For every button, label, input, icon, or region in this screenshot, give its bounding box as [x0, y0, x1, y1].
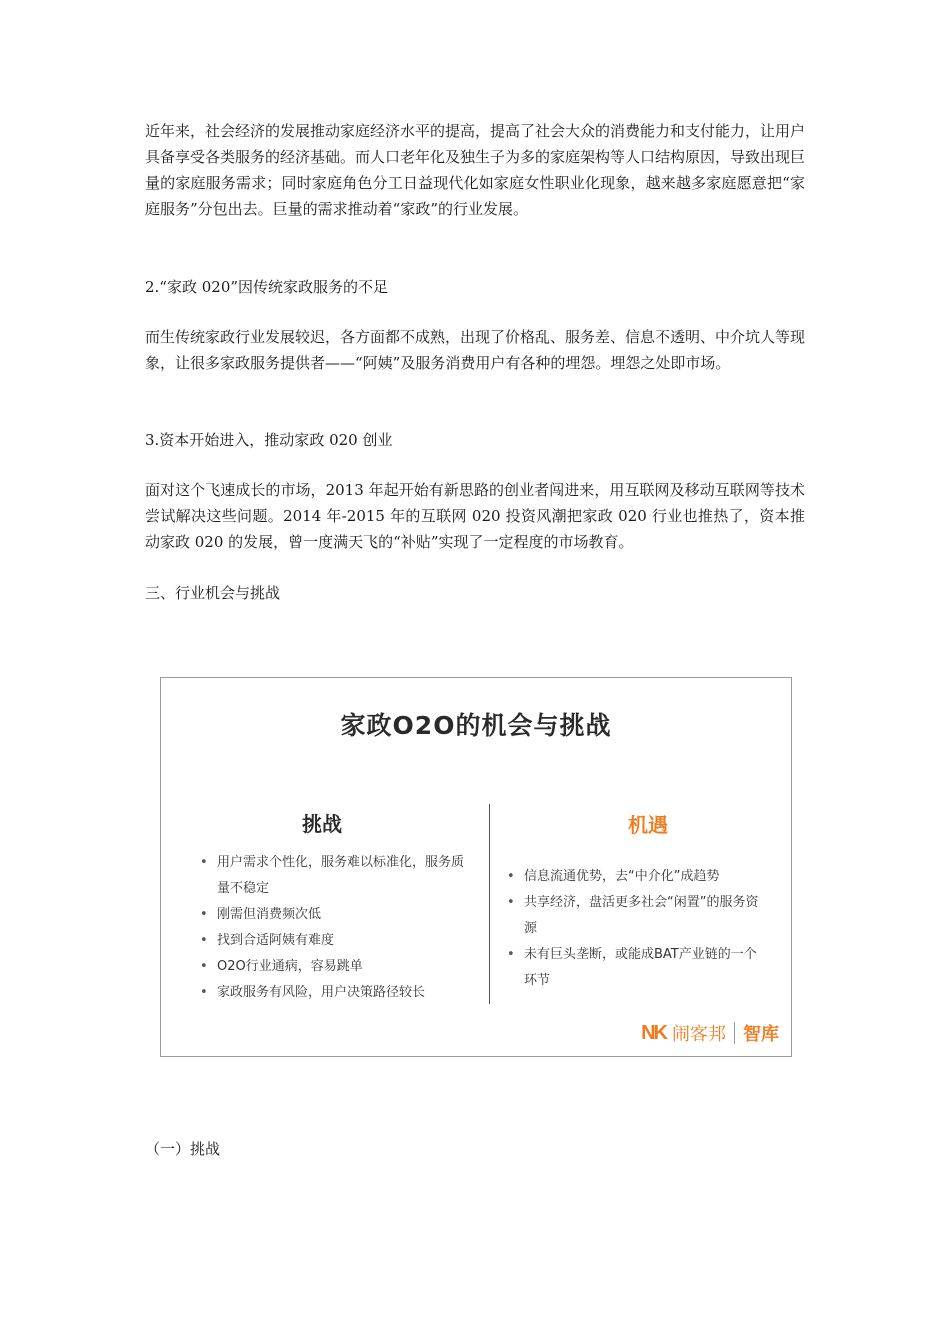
challenges-title: 挑战 — [302, 812, 342, 836]
paragraph-economic-background: 近年来，社会经济的发展推动家庭经济水平的提高，提高了社会大众的消费能力和支付能力，让用户具备享受各类服务的经济基础。而人口老年化及独生子为多的家庭架构等人口结构原因，导致出现巨量的家庭服务需求；同时家庭角色分工日益现代化如家庭女性职业化现象，越来越多家庭愿意把“家庭服务”分包出去。巨量的需求推动着“家政”的行业发展。 — [145, 122, 806, 218]
challenge-item: • O2O行业通病，容易跳单 — [200, 954, 475, 980]
challenge-item: • 家政服务有风险，用户决策路径较长 — [200, 980, 475, 1006]
opportunity-item: • 未有巨头垄断，或能成BAT产业链的一个环节 — [507, 942, 769, 994]
opportunity-item: • 信息流通优势，去“中介化”成趋势 — [507, 864, 769, 890]
figure-title: 家政O2O的机会与挑战 — [340, 711, 612, 740]
logo-name: 闹客邦 — [672, 1024, 726, 1045]
challenge-item: • 刚需但消费频次低 — [200, 902, 475, 928]
heading-opportunities-challenges: 三、行业机会与挑战 — [145, 584, 281, 602]
challenges-list — [200, 850, 475, 1006]
brand-logo — [641, 1020, 779, 1046]
opportunities-title: 机遇 — [628, 813, 668, 837]
opportunities-challenges-figure — [160, 677, 792, 1057]
opportunity-item: • 共享经济，盘活更多社会“闲置”的服务资源 — [507, 890, 769, 942]
heading-challenges: （一）挑战 — [145, 1140, 221, 1158]
logo-subtitle: 智库 — [743, 1024, 779, 1045]
paragraph-shortcomings: 而生传统家政行业发展较迟，各方面都不成熟，出现了价格乱、服务差、信息不透明、中介坑人等现象，让很多家政服务提供者——“阿姨”及服务消费用户有各种的埋怨。埋怨之处即市场。 — [145, 328, 806, 372]
column-divider — [489, 804, 490, 1004]
logo-separator — [734, 1022, 735, 1044]
heading-capital: 3.资本开始进入，推动家政 020 创业 — [145, 431, 393, 449]
logo-mark-icon: NK — [641, 1021, 666, 1044]
opportunities-list — [507, 864, 769, 994]
paragraph-capital: 面对这个飞速成长的市场，2013 年起开始有新思路的创业者闯进来，用互联网及移动互联网等技术尝试解决这些问题。2014 年-2015 年的互联网 020 投资风潮把家政 020 行业也推热了，资本推动家政 020 的发展，曾一度满天飞的“补贴”实现了一定程度的市场教育。 — [145, 481, 805, 551]
heading-shortcomings: 2.“家政 020”因传统家政服务的不足 — [145, 278, 389, 296]
challenge-item: • 找到合适阿姨有难度 — [200, 928, 475, 954]
challenge-item: • 用户需求个性化，服务难以标准化，服务质量不稳定 — [200, 850, 475, 902]
